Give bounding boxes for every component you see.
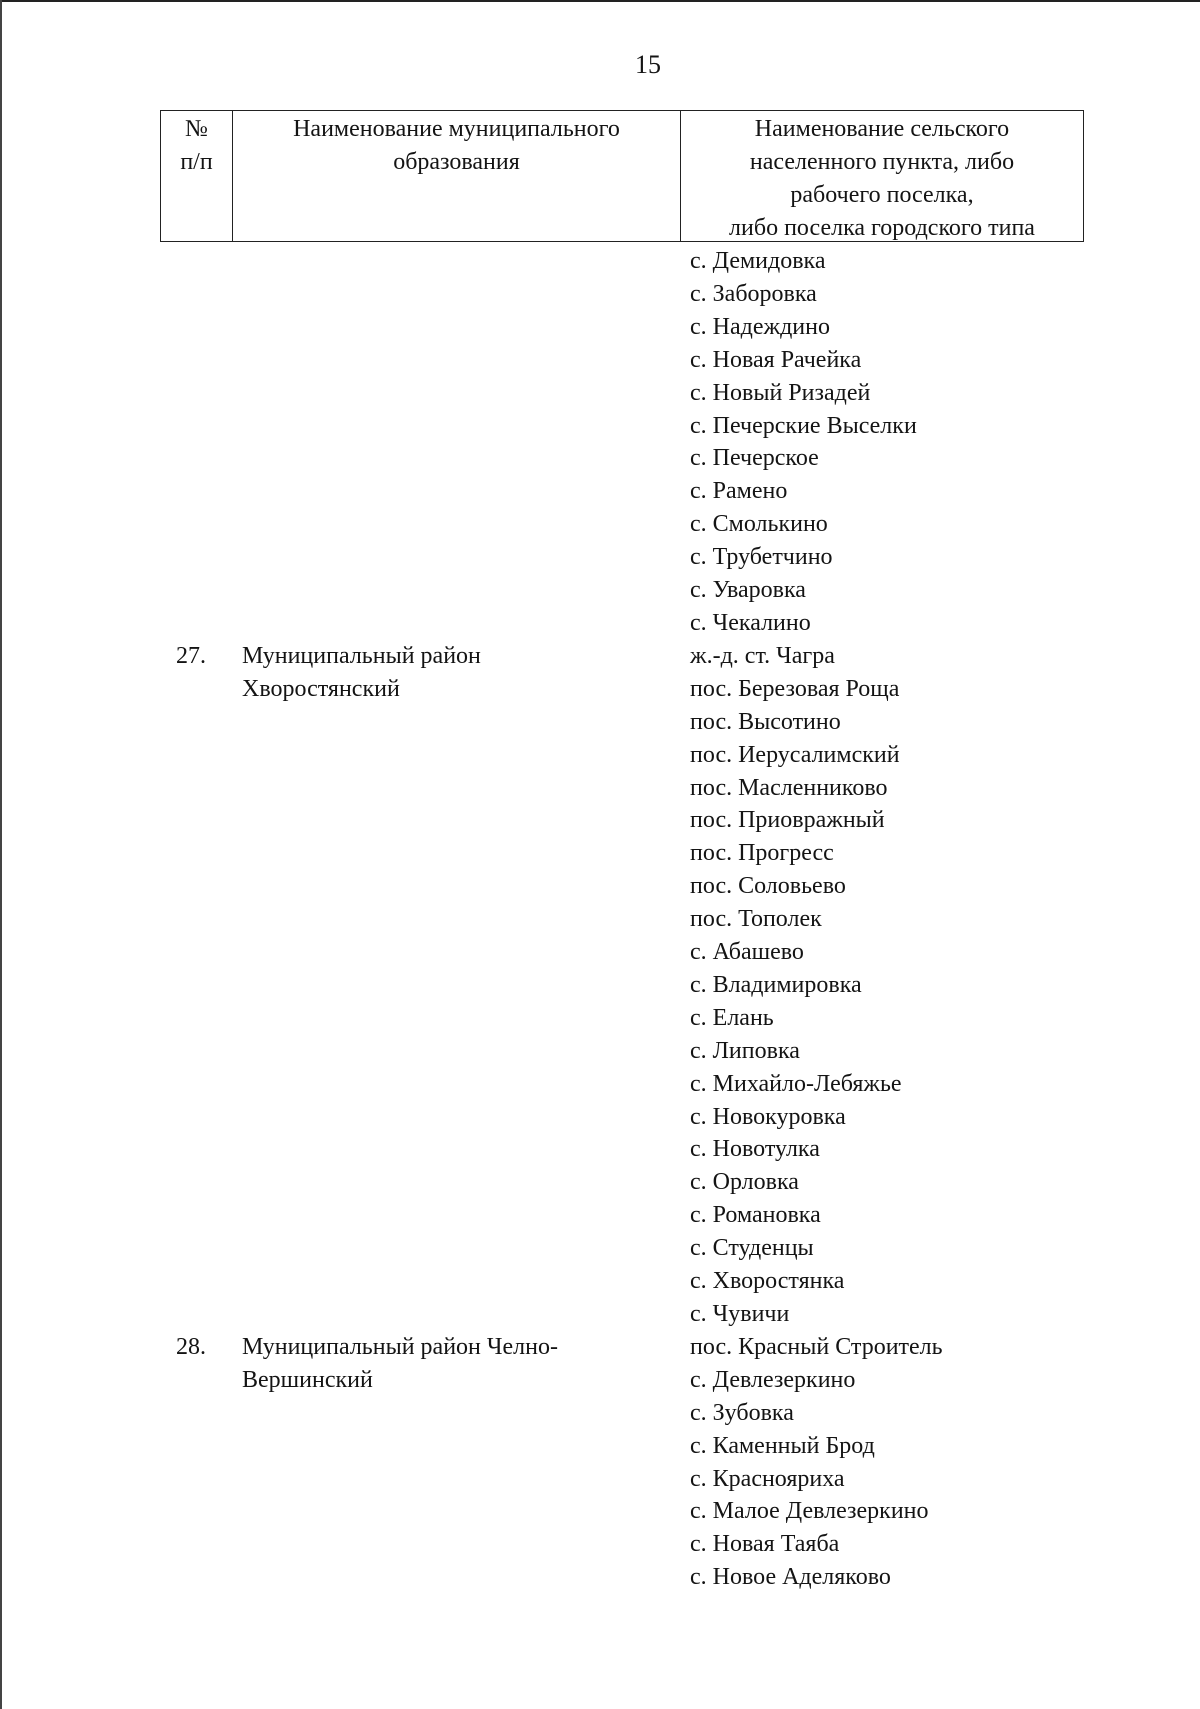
settlement-item: с. Зубовка xyxy=(690,1399,794,1426)
row-municipality xyxy=(242,640,690,1331)
row-number: 27. xyxy=(176,642,206,669)
settlement-item: пос. Приовражный xyxy=(690,807,885,834)
settlement-item: с. Абашево xyxy=(690,939,804,966)
settlement-item: с. Студенцы xyxy=(690,1235,814,1262)
settlement-item: с. Девлезеркино xyxy=(690,1366,856,1393)
row-settlements xyxy=(690,1331,1200,1594)
header-settlement-line: Наименование сельского xyxy=(754,116,1010,142)
settlement-item: пос. Красный Строитель xyxy=(690,1333,943,1360)
settlement-item: с. Романовка xyxy=(690,1202,821,1229)
municipality-name-line: Хворостянский xyxy=(242,675,400,702)
settlement-item: с. Заборовка xyxy=(690,280,817,307)
settlement-item: пос. Иерусалимский xyxy=(690,741,900,768)
settlement-item: с. Елань xyxy=(690,1004,774,1031)
settlement-item: с. Каменный Брод xyxy=(690,1432,875,1459)
settlement-item: с. Печерские Выселки xyxy=(690,412,917,439)
header-settlement-line: населенного пункта, либо xyxy=(749,149,1015,175)
settlement-item: с. Михайло-Лебяжье xyxy=(690,1070,902,1097)
settlement-item: с. Новотулка xyxy=(690,1136,820,1163)
settlement-item: с. Чекалино xyxy=(690,609,811,636)
settlement-item: с. Хворостянка xyxy=(690,1268,845,1295)
table-row xyxy=(0,245,1200,640)
settlement-item: пос. Тополек xyxy=(690,906,822,933)
settlement-item: пос. Прогресс xyxy=(690,840,834,867)
header-settlement-column xyxy=(681,111,1083,241)
page-top-border xyxy=(0,0,1200,2)
settlement-item: с. Смолькино xyxy=(690,511,828,538)
municipality-name-line: Муниципальный район Челно- xyxy=(242,1333,558,1360)
header-settlement-line: либо поселка городского типа xyxy=(729,215,1035,241)
row-settlements xyxy=(690,245,1200,640)
settlement-item: с. Краснояриха xyxy=(690,1465,845,1492)
settlement-item: с. Надеждино xyxy=(690,313,830,340)
municipality-name-line: Муниципальный район xyxy=(242,642,481,669)
settlement-item: пос. Масленниково xyxy=(690,774,888,801)
settlement-item: с. Владимировка xyxy=(690,971,862,998)
settlement-item: с. Новокуровка xyxy=(690,1103,846,1130)
page-number: 15 xyxy=(635,50,661,79)
table-row xyxy=(0,1331,1200,1594)
row-municipality xyxy=(242,245,690,640)
settlement-item: с. Уваровка xyxy=(690,577,806,604)
row-number xyxy=(0,245,242,640)
settlement-item: с. Рамено xyxy=(690,478,788,505)
header-number-column xyxy=(161,111,233,241)
settlement-item: с. Трубетчино xyxy=(690,544,833,571)
settlement-item: с. Чувичи xyxy=(690,1301,790,1327)
settlement-item: с. Демидовка xyxy=(690,248,826,274)
settlement-item: с. Орловка xyxy=(690,1169,799,1196)
settlement-item: пос. Соловьево xyxy=(690,873,846,900)
header-number-line: № xyxy=(185,116,208,142)
header-number-line: п/п xyxy=(180,149,213,175)
header-municipality-line: Наименование муниципального xyxy=(293,116,620,142)
row-number: 28. xyxy=(176,1333,206,1360)
header-municipality-line: образования xyxy=(393,149,520,175)
header-settlement-line: рабочего поселка, xyxy=(790,182,974,208)
row-settlements xyxy=(690,640,1200,1331)
settlement-item: с. Новая Таяба xyxy=(690,1531,840,1558)
settlement-item: с. Липовка xyxy=(690,1037,800,1064)
settlement-item: с. Новая Рачейка xyxy=(690,346,862,373)
table-row xyxy=(0,640,1200,1331)
table-header xyxy=(160,110,1084,242)
municipality-name-line: Вершинский xyxy=(242,1366,373,1393)
row-municipality xyxy=(242,1331,690,1594)
settlement-item: с. Новое Аделяково xyxy=(690,1564,891,1591)
settlement-item: с. Новый Ризадей xyxy=(690,379,871,406)
table-body xyxy=(0,245,1200,1594)
settlement-item: ж.-д. ст. Чагра xyxy=(690,642,835,669)
settlement-item: с. Малое Девлезеркино xyxy=(690,1498,929,1525)
settlement-item: пос. Высотино xyxy=(690,708,841,735)
settlement-item: с. Печерское xyxy=(690,445,819,472)
header-municipality-column xyxy=(233,111,681,241)
settlement-item: пос. Березовая Роща xyxy=(690,675,900,702)
